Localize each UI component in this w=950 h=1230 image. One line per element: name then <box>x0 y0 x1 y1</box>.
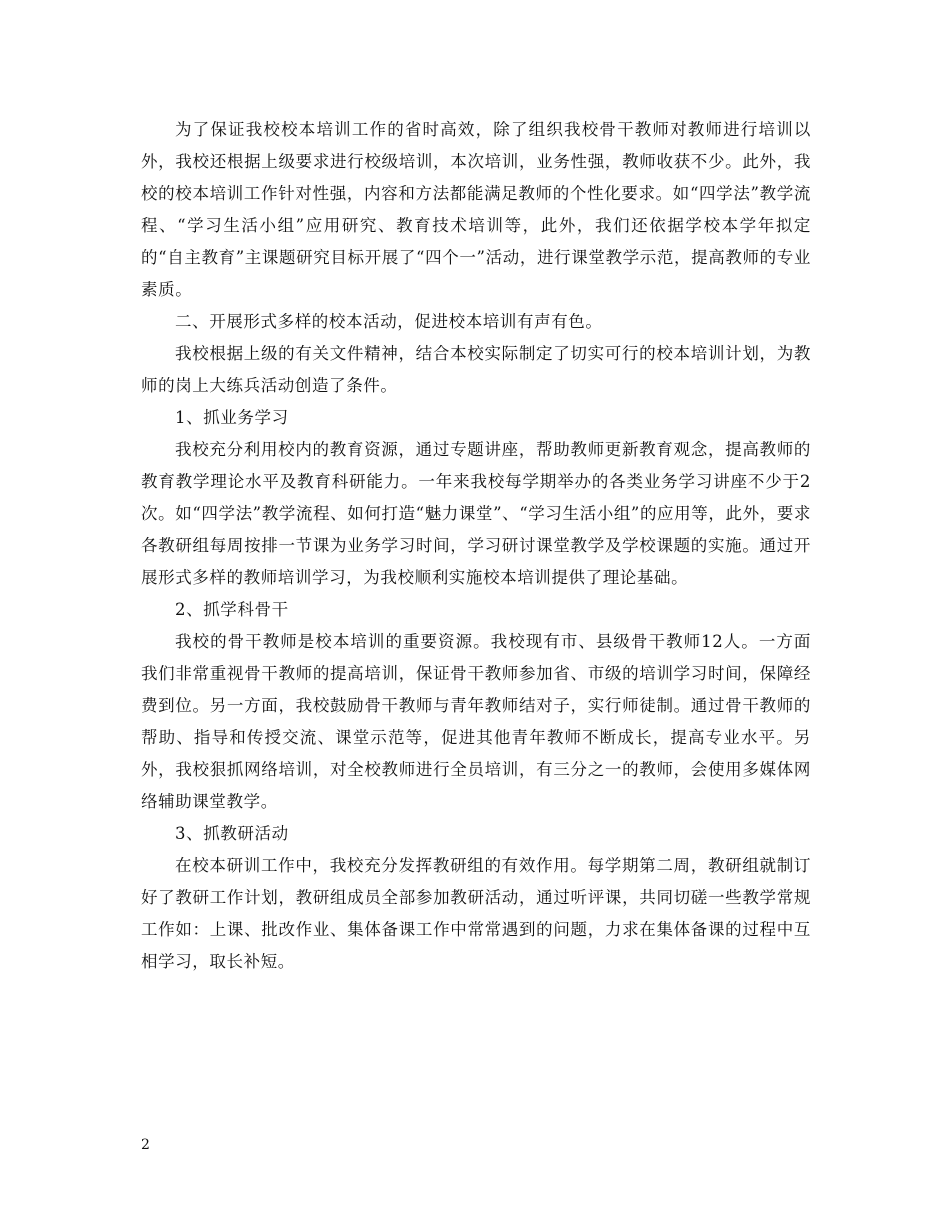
section-heading-activities: 二、开展形式多样的校本活动，促进校本培训有声有色。 <box>175 312 603 331</box>
subheading-business-study: 1、抓业务学习 <box>175 408 289 427</box>
paragraph-training-efficiency: 为了保证我校校本培训工作的省时高效，除了组织我校骨干教师对教师进行培训以外，我校还根据上级要求进行校级培训，本次培训，业务性强，教师收获不少。此外，我校的校本培训工作针对性强，内容和方法都能满足教师的个性化要求。如“四学法”教学流程、“学习生活小组”应用研究、教育技术培训等，此外，我们还依据学校本学年拟定的“自主教育”主课题研究目标开展了“四个一”活动，进行课堂教学示范，提高教师的专业素质。 <box>141 120 811 299</box>
paragraph-key-teachers: 我校的骨干教师是校本培训的重要资源。我校现有市、县级骨干教师12人。一方面我们非常重视骨干教师的提高培训，保证骨干教师参加省、市级的培训学习时间，保障经费到位。另一方面，我校鼓励骨干教师与青年教师结对子，实行师徒制。通过骨干教师的帮助、指导和传授交流、课堂示范等，促进其他青年教师不断成长，提高专业水平。另外，我校狠抓网络培训，对全校教师进行全员培训，有三分之一的教师，会使用多媒体网络辅助课堂教学。 <box>141 632 811 811</box>
page-number: 2 <box>141 1137 150 1153</box>
paragraph-teaching-research: 在校本研训工作中，我校充分发挥教研组的有效作用。每学期第二周，教研组就制订好了教研工作计划，教研组成员全部参加教研活动，通过听评课，共同切磋一些教学常规工作如：上课、批改作业、集体备课工作中常常遇到的问题，力求在集体备课的过程中互相学习，取长补短。 <box>141 856 811 971</box>
paragraph-training-plan: 我校根据上级的有关文件精神，结合本校实际制定了切实可行的校本培训计划，为教师的岗上大练兵活动创造了条件。 <box>141 344 811 395</box>
subheading-key-teachers: 2、抓学科骨干 <box>175 600 289 619</box>
subheading-teaching-research: 3、抓教研活动 <box>175 824 289 843</box>
paragraph-business-study: 我校充分利用校内的教育资源，通过专题讲座，帮助教师更新教育观念，提高教师的教育教学理论水平及教育科研能力。一年来我校每学期举办的各类业务学习讲座不少于2次。如“四学法”教学流程、如何打造“魅力课堂”、“学习生活小组”的应用等，此外，要求各教研组每周按排一节课为业务学习时间，学习研讨课堂教学及学校课题的实施。通过开展形式多样的教师培训学习，为我校顺利实施校本培训提供了理论基础。 <box>141 440 811 587</box>
document-body <box>141 114 811 978</box>
